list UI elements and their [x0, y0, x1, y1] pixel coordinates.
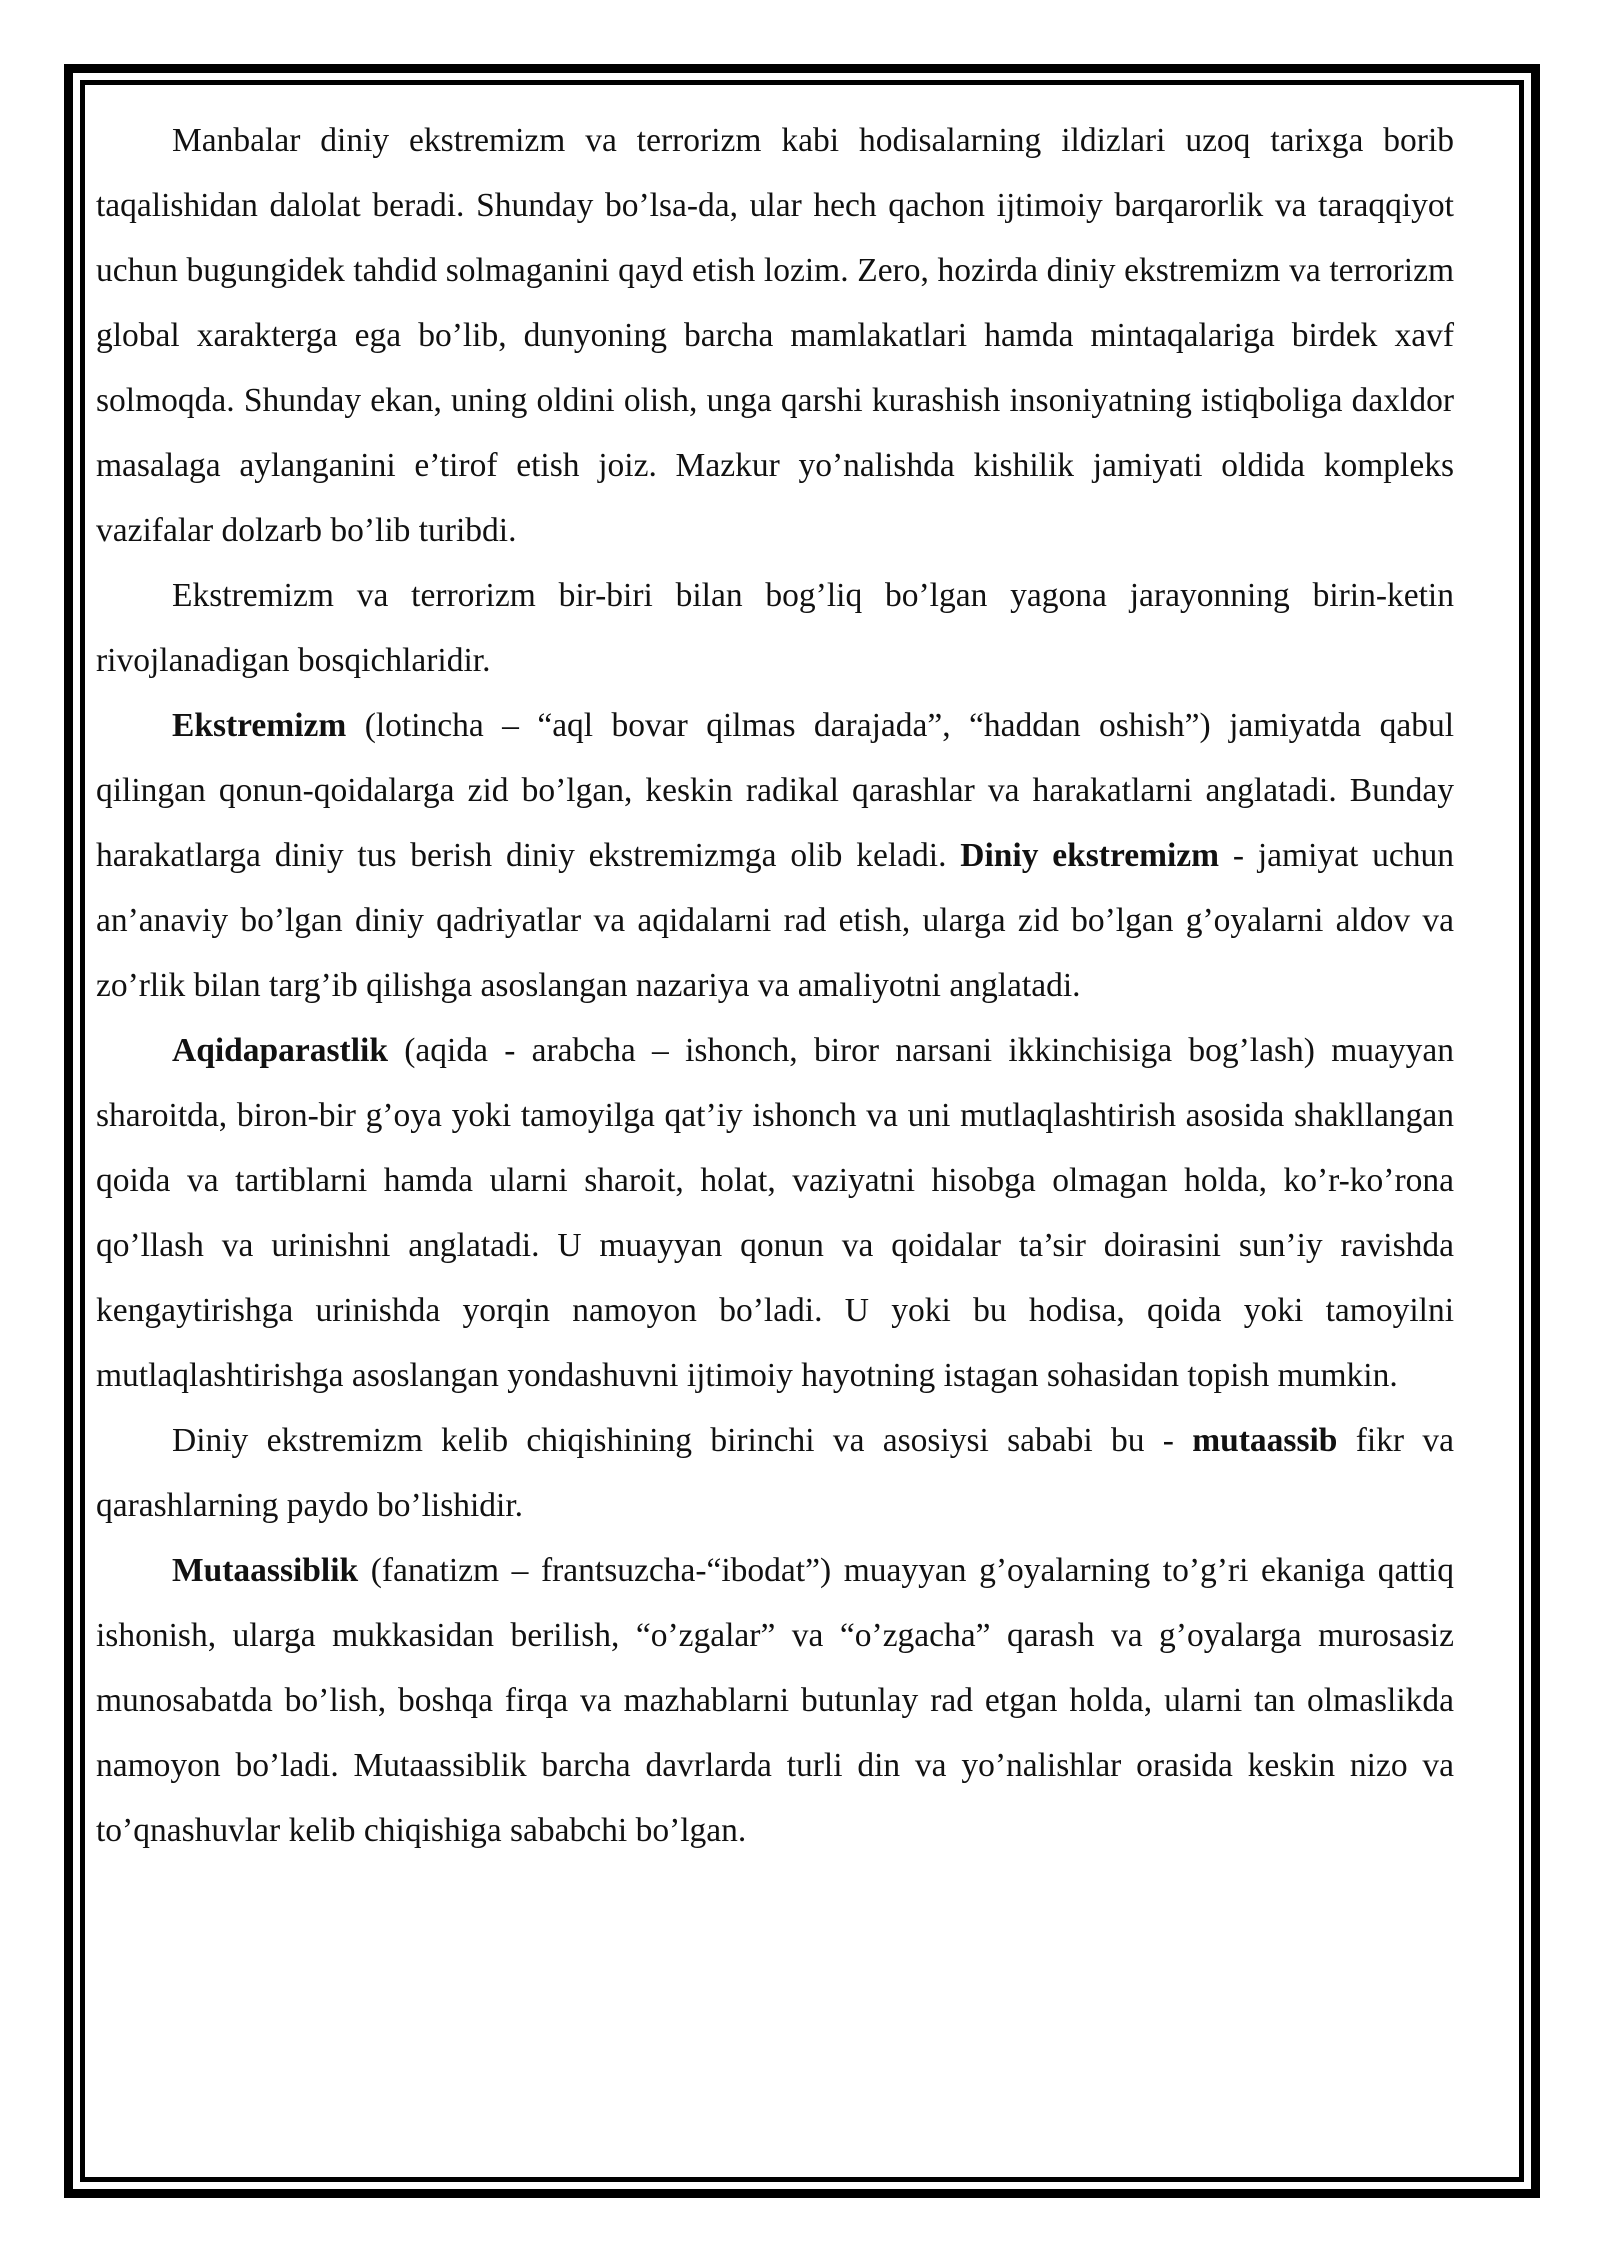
term-diniy-ekstremizm: Diniy ekstremizm — [960, 837, 1220, 874]
term-aqidaparastlik: Aqidaparastlik — [172, 1032, 388, 1069]
paragraph-text: - jamiyat uchun an’anaviy bo’lgan diniy qadriyatlar va aqidalarni rad etish, ularga zid bo’lgan g’oyalarni aldov va zo’rlik bilan targ’ib qilishga asoslangan nazariya va amaliyotni anglatadi. — [96, 837, 1454, 1004]
term-mutaassiblik: Mutaassiblik — [172, 1552, 359, 1589]
paragraph-aqidaparastlik-definition — [96, 1018, 1454, 1408]
paragraph-text: fikr va qarashlarning paydo bo’lishidir. — [96, 1422, 1454, 1524]
paragraph-sources — [96, 108, 1454, 563]
paragraph-text: Manbalar diniy ekstremizm va terrorizm kabi hodisalarning ildizlari uzoq tarixga borib taqalishidan dalolat beradi. Shunday bo’lsa-da, ular hech qachon ijtimoiy barqarorlik va taraqqiyot uchun bugungidek tahdid solmaganini qayd etish lozim. Zero, hozirda diniy ekstremizm va terrorizm global xarakterga ega bo’lib, dunyoning barcha mamlakatlari hamda mintaqalariga birdek xavf solmoqda. Shunday ekan, uning oldini olish, unga qarshi kurashish insoniyatning istiqboliga daxldor masalaga aylanganini e’tirof etish joiz. Mazkur yo’nalishda kishilik jamiyati oldida kompleks vazifalar dolzarb bo’lib turibdi. — [96, 122, 1454, 549]
paragraph-text: (fanatizm – frantsuzcha-“ibodat”) muayyan g’oyalarning to’g’ri ekaniga qattiq ishonish, ularga mukkasidan berilish, “o’zgalar” va “o’zgacha” qarash va g’oyalarga murosasiz munosabatda bo’lish, boshqa firqa va mazhablarni butunlay rad etgan holda, ularni tan olmaslikda namoyon bo’ladi. Mutaassiblik barcha davrlarda turli din va yo’nalishlar orasida keskin nizo va to’qnashuvlar kelib chiqishiga sababchi bo’lgan. — [96, 1552, 1454, 1849]
paragraph-text: (aqida - arabcha – ishonch, biror narsani ikkinchisiga bog’lash) muayyan sharoitda, biron-bir g’oya yoki tamoyilga qat’iy ishonch va uni mutlaqlashtirish asosida shakllangan qoida va tartiblarni hamda ularni sharoit, holat, vaziyatni hisobga olmagan holda, ko’r-ko’rona qo’llash va urinishni anglatadi. U muayyan qonun va qoidalar ta’sir doirasini sun’iy ravishda kengaytirishga urinishda yorqin namoyon bo’ladi. U yoki bu hodisa, qoida yoki tamoyilni mutlaqlashtirishga asoslangan yondashuvni ijtimoiy hayotning istagan sohasidan topish mumkin. — [96, 1032, 1454, 1394]
term-ekstremizm: Ekstremizm — [172, 707, 347, 744]
paragraph-text: Ekstremizm va terrorizm bir-biri bilan bog’liq bo’lgan yagona jarayonning birin-ketin rivojlanadigan bosqichlaridir. — [96, 577, 1454, 679]
term-mutaassib: mutaassib — [1192, 1422, 1338, 1459]
document-body — [96, 108, 1454, 1863]
paragraph-stages — [96, 563, 1454, 693]
paragraph-text: Diniy ekstremizm kelib chiqishining birinchi va asosiysi sababi bu - — [172, 1422, 1193, 1459]
paragraph-text: (lotincha – “aql bovar qilmas darajada”, “haddan oshish”) jamiyatda qabul qilingan qonun-qoidalarga zid bo’lgan, keskin radikal qarashlar va harakatlarni anglatadi. Bunday harakatlarga diniy tus berish diniy ekstremizmga olib keladi. — [96, 707, 1454, 874]
paragraph-mutaassiblik-definition — [96, 1538, 1454, 1863]
paragraph-ekstremizm-definition — [96, 693, 1454, 1018]
paragraph-main-cause — [96, 1408, 1454, 1538]
